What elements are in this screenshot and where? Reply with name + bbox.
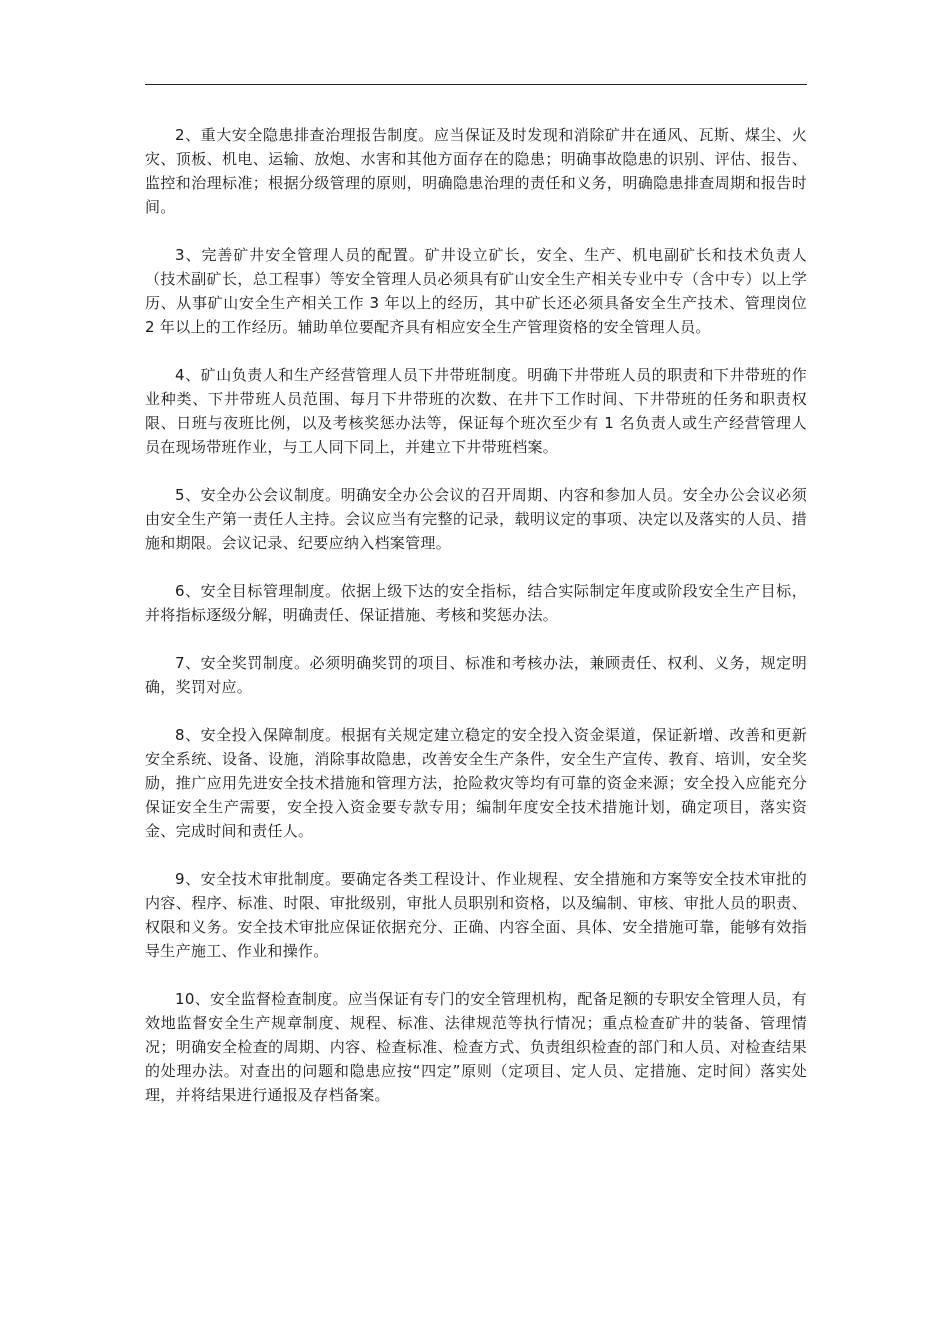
paragraph-item-2: 2、重大安全隐患排查治理报告制度。应当保证及时发现和消除矿井在通风、瓦斯、煤尘、火灾、顶板、机电、运输、放炮、水害和其他方面存在的隐患；明确事故隐患的识别、评估、报告、监控和治理标准；根据分级管理的原则，明确隐患治理的责任和义务，明确隐患排查周期和报告时间。 — [145, 126, 807, 216]
paragraph-item-8: 8、安全投入保障制度。根据有关规定建立稳定的安全投入资金渠道，保证新增、改善和更新安全系统、设备、设施，消除事故隐患，改善安全生产条件，安全生产宣传、教育、培训，安全奖励，推广应用先进安全技术措施和管理方法，抢险救灾等均有可靠的资金来源；安全投入应能充分保证安全生产需要，安全投入资金要专款专用；编制年度安全技术措施计划，确定项目，落实资金、完成时间和责任人。 — [145, 726, 807, 840]
paragraph-item-6: 6、安全目标管理制度。依据上级下达的安全指标，结合实际制定年度或阶段安全生产目标，并将指标逐级分解，明确责任、保证措施、考核和奖惩办法。 — [145, 582, 807, 624]
paragraph-item-3: 3、完善矿井安全管理人员的配置。矿井设立矿长，安全、生产、机电副矿长和技术负责人（技术副矿长，总工程事）等安全管理人员必须具有矿山安全生产相关专业中专（含中专）以上学历、从事矿山安全生产相关工作 3 年以上的经历，其中矿长还必须具备安全生产技术、管理岗位 2 年以上的工作经历。辅助单位要配齐具有相应安全生产管理资格的安全管理人员。 — [145, 246, 807, 336]
paragraph-item-7: 7、安全奖罚制度。必须明确奖罚的项目、标准和考核办法，兼顾责任、权利、义务，规定明确，奖罚对应。 — [145, 654, 807, 696]
paragraph-item-4: 4、矿山负责人和生产经营管理人员下井带班制度。明确下井带班人员的职责和下井带班的作业种类、下井带班人员范围、每月下井带班的次数、在井下工作时间、下井带班的任务和职责权限、日班与夜班比例，以及考核奖惩办法等，保证每个班次至少有 1 名负责人或生产经营管理人员在现场带班作业，与工人同下同上，并建立下井带班档案。 — [145, 366, 807, 456]
document-body — [145, 123, 807, 1131]
paragraph-item-5: 5、安全办公会议制度。明确安全办公会议的召开周期、内容和参加人员。安全办公会议必须由安全生产第一责任人主持。会议应当有完整的记录，载明议定的事项、决定以及落实的人员、措施和期限。会议记录、纪要应纳入档案管理。 — [145, 486, 807, 552]
paragraph-item-9: 9、安全技术审批制度。要确定各类工程设计、作业规程、安全措施和方案等安全技术审批的内容、程序、标准、时限、审批级别，审批人员职别和资格，以及编制、审核、审批人员的职责、权限和义务。安全技术审批应保证依据充分、正确、内容全面、具体、安全措施可靠，能够有效指导生产施工、作业和操作。 — [145, 870, 807, 960]
header-rule — [145, 84, 807, 85]
paragraph-item-10: 10、安全监督检查制度。应当保证有专门的安全管理机构，配备足额的专职安全管理人员，有效地监督安全生产规章制度、规程、标准、法律规范等执行情况；重点检查矿井的装备、管理情况；明确安全检查的周期、内容、检查标准、检查方式、负责组织检查的部门和人员、对检查结果的处理办法。对查出的问题和隐患应按“四定”原则（定项目、定人员、定措施、定时间）落实处理，并将结果进行通报及存档备案。 — [145, 990, 807, 1104]
